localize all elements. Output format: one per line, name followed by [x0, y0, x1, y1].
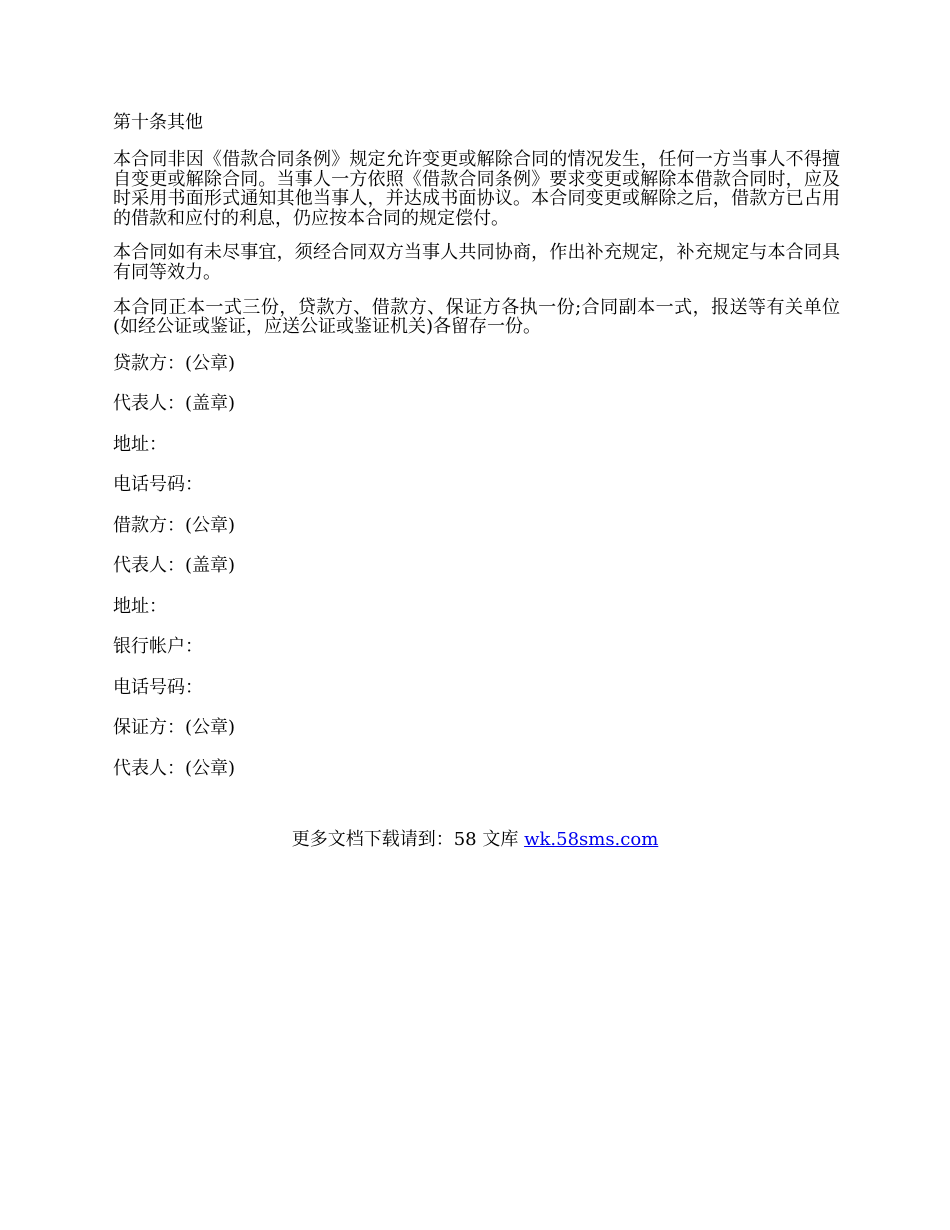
- lender-representative-line: 代表人：(盖章): [113, 393, 236, 415]
- signature-block: [113, 352, 840, 781]
- guarantor-representative-line: 代表人：(公章): [113, 757, 236, 779]
- footer-link[interactable]: wk.58sms.com: [524, 829, 659, 850]
- paragraph-modification: 本合同非因《借款合同条例》规定允许变更或解除合同的情况发生，任何一方当事人不得擅自变更或解除合同。当事人一方依照《借款合同条例》要求变更或解除本借款合同时，应及时采用书面形式通知其他当事人，并达成书面协议。本合同变更或解除之后，借款方已占用的借款和应付的利息，仍应按本合同的规定偿付。: [113, 149, 840, 229]
- guarantor-seal-line: 保证方：(公章): [113, 717, 236, 739]
- borrower-address-line: 地址：: [113, 595, 167, 617]
- lender-phone-line: 电话号码：: [113, 474, 203, 496]
- borrower-phone-line: 电话号码：: [113, 676, 203, 698]
- footer-download-note: [0, 828, 950, 852]
- paragraph-copies: 本合同正本一式三份，贷款方、借款方、保证方各执一份;合同副本一式，报送等有关单位(如经公证或鉴证，应送公证或鉴证机关)各留存一份。: [113, 296, 840, 338]
- borrower-seal-line: 借款方：(公章): [113, 514, 236, 536]
- borrower-representative-line: 代表人：(盖章): [113, 555, 236, 577]
- lender-seal-line: 贷款方：(公章): [113, 352, 236, 374]
- paragraph-supplement: 本合同如有未尽事宜，须经合同双方当事人共同协商，作出补充规定，补充规定与本合同具有同等效力。: [113, 242, 840, 283]
- document-body: [113, 111, 840, 797]
- lender-address-line: 地址：: [113, 433, 167, 455]
- borrower-bank-account-line: 银行帐户：: [113, 636, 203, 658]
- footer-prefix: 更多文档下载请到：58 文库: [291, 829, 525, 850]
- section-heading: 第十条其他: [113, 112, 203, 133]
